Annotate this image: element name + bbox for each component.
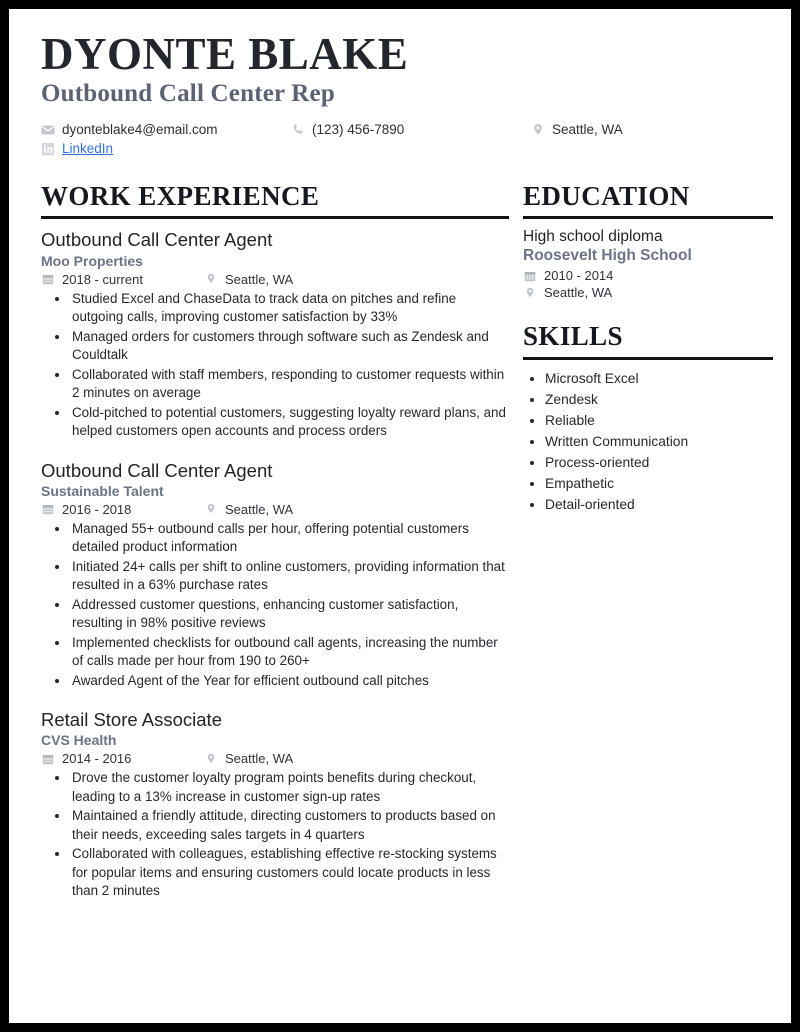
candidate-job-title: Outbound Call Center Rep [41, 80, 335, 108]
sidebar-column [523, 182, 773, 919]
job-bullet: • Collaborated with colleagues, establishing effective re-stocking systems for popular items and ensuring customers could locate products in less than 2 minutes [70, 845, 509, 901]
contact-phone-text: (123) 456-7890 [312, 122, 405, 138]
contact-email-text: dyonteblake4@email.com [62, 122, 218, 138]
candidate-name: DYONTE BLAKE [41, 29, 409, 79]
phone-icon [291, 123, 305, 137]
job-title: Retail Store Associate [41, 709, 222, 731]
job-bullet: • Awarded Agent of the Year for efficient outbound call pitches [70, 672, 509, 691]
contact-location-text: Seattle, WA [552, 122, 623, 138]
job-location-text: Seattle, WA [225, 271, 294, 287]
envelope-icon [41, 123, 55, 137]
contact-linkedin[interactable] [41, 141, 113, 156]
skill-item: • Empathetic [545, 474, 773, 494]
job-location [204, 751, 293, 766]
job-bullet-list [41, 520, 509, 691]
resume-page [9, 9, 791, 1023]
job-location [204, 272, 293, 287]
job-bullet: • Studied Excel and ChaseData to track data on pitches and refine outgoing calls, improving customer satisfaction by 33% [70, 290, 509, 327]
job-title: Outbound Call Center Agent [41, 459, 273, 481]
resume-header [41, 31, 759, 156]
job-dates-text: 2016 - 2018 [62, 501, 132, 517]
section-divider [41, 216, 509, 219]
map-pin-icon [531, 123, 545, 137]
job-meta [41, 751, 509, 766]
skill-item: • Microsoft Excel [545, 369, 773, 389]
calendar-icon [41, 502, 55, 516]
job-location-text: Seattle, WA [225, 751, 294, 767]
contact-email[interactable] [41, 122, 291, 137]
work-entry [41, 459, 509, 691]
job-bullet: • Managed orders for customers through software such as Zendesk and Couldtalk [70, 328, 509, 365]
contact-row-primary [41, 122, 759, 137]
section-divider [523, 357, 773, 360]
job-bullet-list [41, 290, 509, 441]
linkedin-link[interactable]: LinkedIn [62, 141, 114, 157]
linkedin-icon [41, 142, 55, 156]
education-location-text: Seattle, WA [544, 285, 613, 301]
job-location [204, 502, 293, 517]
skills-section [523, 322, 773, 514]
skill-item: • Detail-oriented [545, 495, 773, 515]
skills-list [523, 369, 773, 515]
education-degree: High school diploma [523, 228, 663, 246]
job-bullet: • Initiated 24+ calls per shift to online customers, providing information that resulted in a 63% purchase rates [70, 558, 509, 595]
education-dates-text: 2010 - 2014 [544, 268, 614, 284]
job-meta [41, 272, 509, 287]
job-company: Sustainable Talent [41, 482, 164, 499]
map-pin-icon [204, 502, 218, 516]
job-bullet: • Collaborated with staff members, responding to customer requests within 2 minutes on average [70, 366, 509, 403]
education-school: Roosevelt High School [523, 247, 692, 265]
job-bullet-list [41, 769, 509, 901]
job-dates-text: 2014 - 2016 [62, 751, 132, 767]
map-pin-icon [204, 272, 218, 286]
job-location-text: Seattle, WA [225, 501, 294, 517]
calendar-icon [41, 752, 55, 766]
calendar-icon [523, 269, 537, 283]
job-dates [41, 502, 204, 517]
work-entry [41, 708, 509, 901]
skills-heading: SKILLS [523, 321, 623, 352]
job-company: Moo Properties [41, 252, 143, 269]
education-section [523, 182, 773, 300]
job-bullet: • Addressed customer questions, enhancing customer satisfaction, resulting in 98% positive reviews [70, 596, 509, 633]
education-location [523, 285, 773, 300]
contact-location [531, 122, 623, 137]
job-dates [41, 751, 204, 766]
job-bullet: • Drove the customer loyalty program points benefits during checkout, leading to a 13% increase in customer sign-up rates [70, 769, 509, 806]
contact-phone[interactable] [291, 122, 531, 137]
map-pin-icon [523, 286, 537, 300]
skill-item: • Reliable [545, 411, 773, 431]
education-dates [523, 268, 773, 283]
section-divider [523, 216, 773, 219]
job-company: CVS Health [41, 732, 117, 749]
job-meta [41, 502, 509, 517]
skill-item: • Zendesk [545, 390, 773, 410]
job-bullet: • Managed 55+ outbound calls per hour, offering potential customers detailed product information [70, 520, 509, 557]
education-heading: EDUCATION [523, 181, 690, 212]
calendar-icon [41, 272, 55, 286]
contact-row-secondary [41, 141, 759, 156]
resume-body [41, 182, 759, 919]
job-bullet: • Implemented checklists for outbound call agents, increasing the number of calls made per hour from 190 to 260+ [70, 634, 509, 671]
job-bullet: • Maintained a friendly attitude, directing customers to products based on their needs, exceeding sales targets in 4 quarters [70, 807, 509, 844]
job-bullet: • Cold-pitched to potential customers, suggesting loyalty reward plans, and helped customers open accounts and process orders [70, 404, 509, 441]
job-dates-text: 2018 - current [62, 271, 143, 287]
work-entry [41, 228, 509, 440]
skill-item: • Written Communication [545, 432, 773, 452]
work-experience-heading: WORK EXPERIENCE [41, 181, 320, 212]
map-pin-icon [204, 752, 218, 766]
skill-item: • Process-oriented [545, 453, 773, 473]
job-dates [41, 272, 204, 287]
work-experience-column [41, 182, 509, 919]
job-title: Outbound Call Center Agent [41, 229, 273, 251]
